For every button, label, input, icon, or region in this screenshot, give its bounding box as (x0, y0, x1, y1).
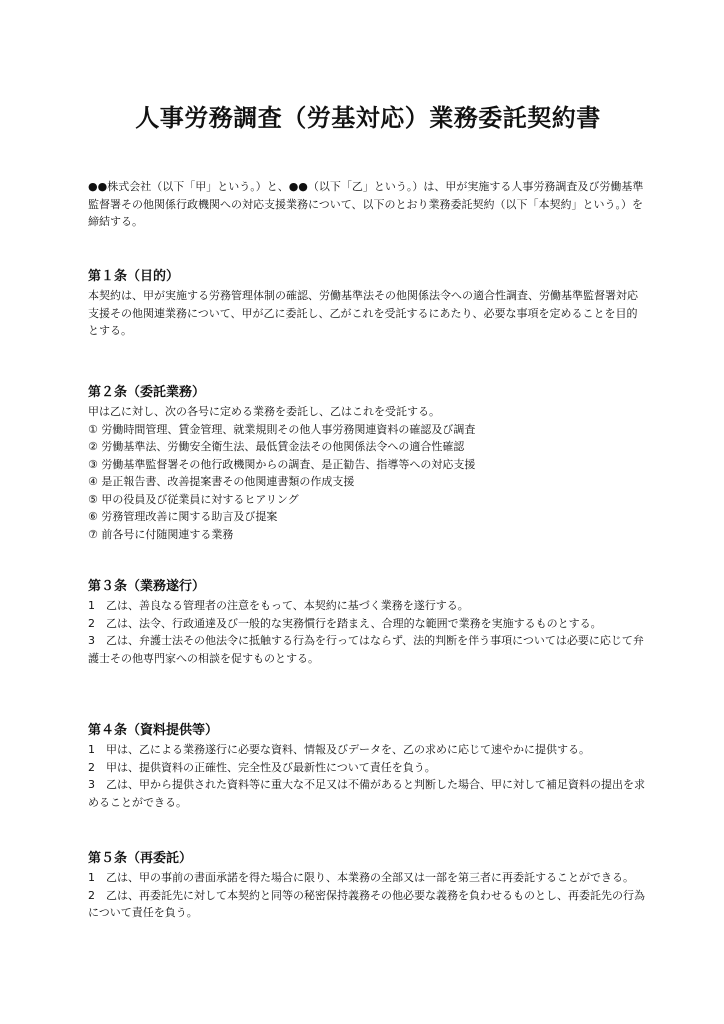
article-line: 本契約は、甲が実施する労務管理体制の確認、労働基準法その他関係法令への適合性調査、労働基準監督署対応支援その他関連業務について、甲が乙に委託し、乙がこれを受託するにあたり、必要な事項を定めることを目的とする。 (88, 289, 638, 337)
list-item: ② 労働基準法、労働安全衛生法、最低賃金法その他関係法令への適合性確認 (88, 440, 465, 453)
article-heading: 第４条（資料提供等） (88, 723, 219, 738)
document-title: 人事労務調査（労基対応）業務委託契約書 (135, 104, 601, 132)
article-line: 1 乙は、甲の事前の書面承諾を得た場合に限り、本業務の全部又は一部を第三者に再委託することができる。 (88, 871, 634, 884)
article-line: 2 乙は、法令、行政通達及び一般的な実務慣行を踏まえ、合理的な範囲で業務を実施するものとする。 (88, 616, 602, 630)
article-5 (88, 850, 648, 922)
article-heading: 第３条（業務遂行） (88, 579, 206, 594)
article-3 (88, 578, 648, 667)
list-item: ④ 是正報告書、改善提案書その他関連書類の作成支援 (88, 475, 355, 488)
list-item: ③ 労働基準監督署その他行政機関からの調査、是正勧告、指導等への対応支援 (88, 457, 476, 471)
article-heading: 第２条（委託業務） (88, 385, 206, 400)
article-line: 2 甲は、提供資料の正確性、完全性及び最新性について責任を負う。 (88, 760, 436, 774)
article-line: 3 乙は、甲から提供された資料等に重大な不足又は不備があると判断した場合、甲に対して補足資料の提出を求めることができる。 (88, 778, 645, 809)
preamble-paragraph: ●●株式会社（以下「甲」という。）と、●●（以下「乙」という。）は、甲が実施する人事労務調査及び労働基準監督署その他関係行政機関への対応支援業務について、以下のとおり業務委託契約（以下「本契約」という。）を締結する。 (88, 180, 644, 228)
article-line: 3 乙は、弁護士法その他法令に抵触する行為を行ってはならず、法的判断を伴う事項については必要に応じて弁護士その他専門家への相談を促すものとする。 (88, 634, 644, 665)
article-1 (88, 268, 648, 340)
article-heading: 第５条（再委託） (88, 851, 193, 866)
article-line: 甲は乙に対し、次の各号に定める業務を委託し、乙はこれを受託する。 (88, 405, 440, 418)
article-body (88, 597, 648, 667)
article-line: 2 乙は、再委託先に対して本契約と同等の秘密保持義務その他必要な義務を負わせるものとし、再委託先の行為について責任を負う。 (88, 888, 645, 919)
article-4 (88, 722, 648, 811)
article-body (88, 869, 648, 922)
article-line: 1 甲は、乙による業務遂行に必要な資料、情報及びデータを、乙の求めに応じて速やかに提供する。 (88, 743, 590, 756)
list-item: ① 労働時間管理、賃金管理、就業規則その他人事労務関連資料の確認及び調査 (88, 422, 476, 436)
article-body (88, 287, 648, 340)
article-line: 1 乙は、善良なる管理者の注意をもって、本契約に基づく業務を遂行する。 (88, 599, 469, 612)
article-body (88, 741, 648, 811)
article-2 (88, 384, 648, 543)
article-body (88, 403, 648, 543)
list-item: ⑦ 前各号に付随関連する業務 (88, 527, 234, 541)
list-item: ⑥ 労務管理改善に関する助言及び提案 (88, 510, 278, 523)
list-item: ⑤ 甲の役員及び従業員に対するヒアリング (88, 492, 299, 506)
article-heading: 第１条（目的） (88, 269, 180, 284)
